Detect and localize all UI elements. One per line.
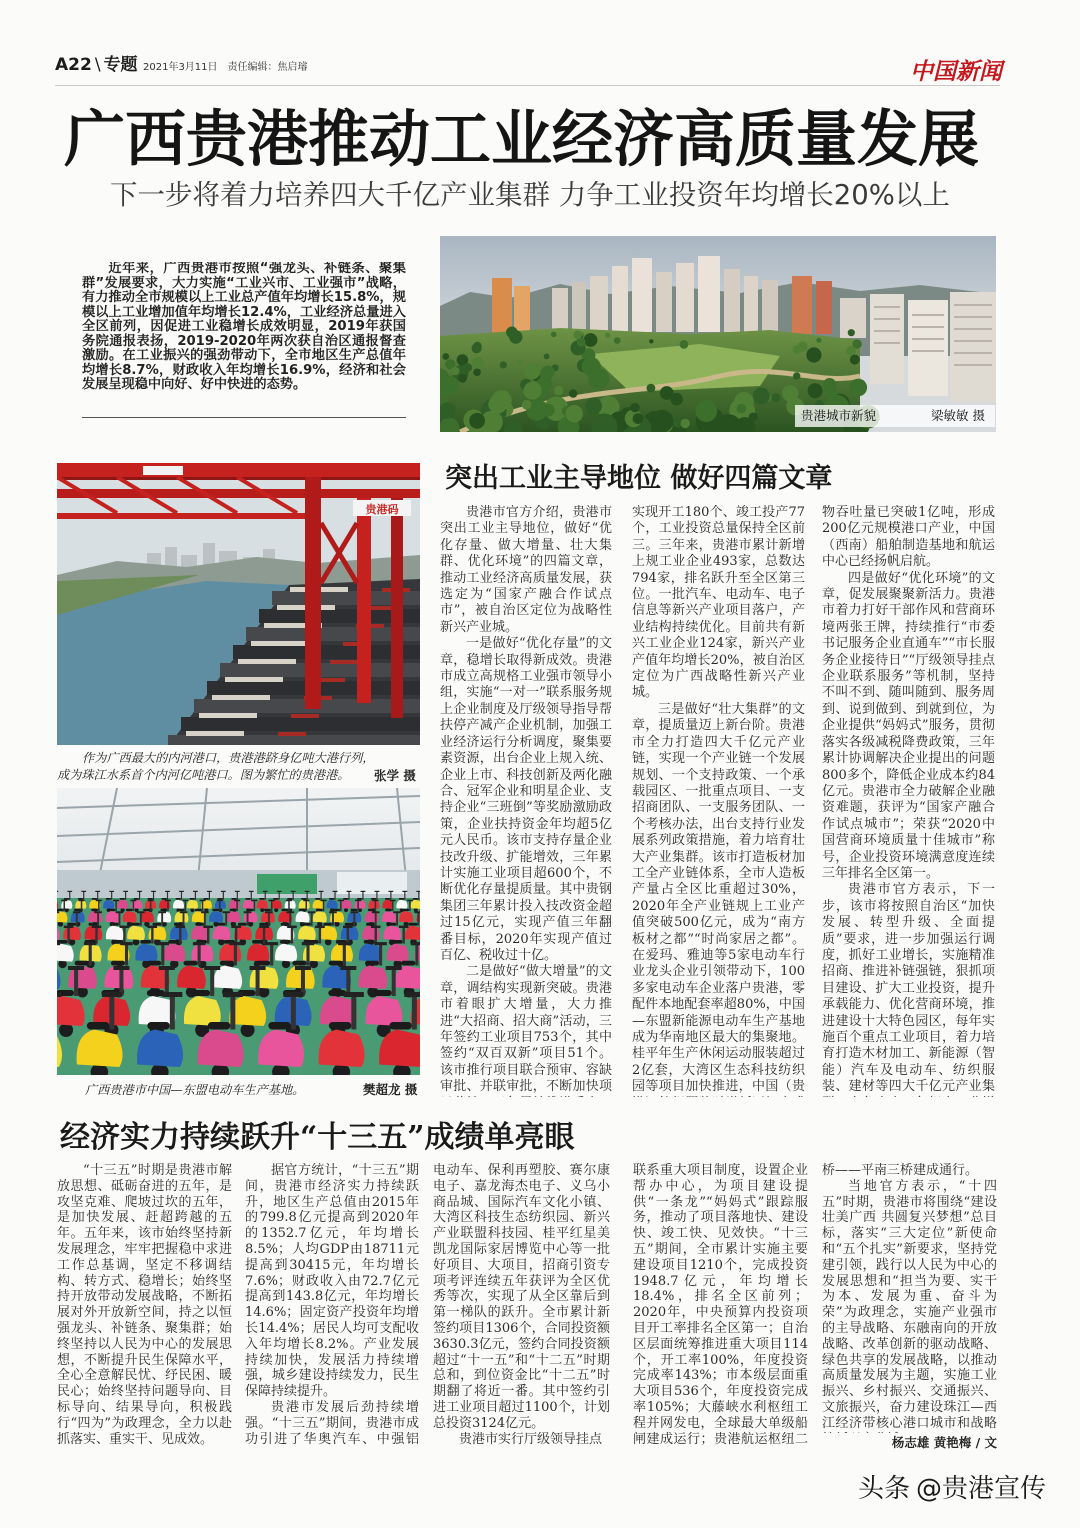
paragraph: 一是做好“优化存量”的文章，稳增长取得新成效。贵港市成立高规格工业强市领导小组，实施“一对一”联系服务规上企业制度及厅级领导指导帮扶停产减产企业机制，加强工业经济运行分析调度，聚集要素资源，出台企业上规入统、企业上市、科技创新及两化融合、冠军企业和明星企业、支持企业“三班倒”等奖励激励政策，企业扶持资金年均超5亿元人民币。该市支持存量企业技改升级、扩能增效，三年累计实施工业项目超600个，不断优化存量提质量。其中贵钢集团三年累计投入技改资金超过15亿元，实现产值三年翻番目标，2020年实现产值过百亿、税收过十亿。 [440, 636, 612, 963]
boat-shape [181, 717, 420, 731]
page-number: A22 [55, 55, 92, 75]
boat-shape [168, 735, 420, 745]
section1-column-2 [632, 505, 805, 1097]
tree-shape [463, 363, 472, 372]
tree-shape [524, 382, 542, 400]
tree-shape [772, 393, 781, 402]
city-photo [440, 236, 996, 432]
newspaper-logo: 中国新闻 [910, 58, 1002, 85]
lead-divider [82, 417, 406, 418]
paragraph: 贵港市官方表示，下一步，该市将按照自治区“加快发展、转型升级、全面提质”要求，进一步加强运行调度，抓好工业增长，实施精准招商、推进补链强链，狠抓项目建设、扩大工业投资，提升承载能力、优化营商环境，推进建设十大特色园区，每年实施百个重点工业项目，着力培育打造木材加工、新能源（智能）汽车及电动车、纺织服装、建材等四大千亿元产业集 [822, 882, 995, 1095]
section-name: 专题 [103, 55, 138, 75]
paragraph: 二是做好“做大增量”的文章，调结构实现新突破。贵港市着眼扩大增量，大力推进“大招商、招大商”活动，三年签约工业项目753个，其中签约“双百双新”项目51个。该市推行项目联合预审、容缺审批、并联审批，不断加快项 [440, 964, 612, 1095]
paragraph-continued: 实现开工180个、竣工投产77个，工业投资总量保持全区前三。三年来，贵港市累计新增上规工业企业493家，总数达794家，排名跃升至全区第三位。一批汽车、电动车、电子信息等新兴产业项目落户，产业结构持续优化。目前共有新兴工业企业124家，新兴产业产值年均增长20%，被自治区定位为广西战略性新兴产业城。 [632, 505, 805, 701]
ebike-photo-credit: 樊超龙 摄 [363, 1082, 418, 1097]
paragraph-continued: 电动车、保利再塑胶、赛尔康电子、嘉龙海杰电子、义乌小商品城、国际汽车文化小镇、大湾区科技生态纺织园、新兴产业联盟科技园、桂平红星美凯龙国际家居博览中心等一批好项目、大项目，招商引资专项考评连续五年获评为全区优秀等次，实现了从全区靠后到第一梯队的跃升。全市累计新签约项目1306个，合同投资额3630.3亿元，签约合同投资额超过“十一五”和“十二五”时期总和，到位资金比“十二五”时期翻了将近一番。其中签约引进工业项目超过1100个，计划总投资3124亿元。 [433, 1163, 610, 1431]
tree-shape [554, 386, 563, 395]
watermark-platform: 头条 [858, 1474, 911, 1504]
city-photo-image [440, 236, 996, 432]
ebike-photo-caption: 广西贵港市中国—东盟电动车生产基地。 [85, 1083, 305, 1097]
tree-shape [522, 400, 532, 410]
tree-shape [500, 361, 507, 368]
tree-shape [458, 374, 467, 383]
paragraph: 据官方统计，“十三五”期间，贵港市经济实力持续跃升，地区生产总值由2015年的799.8亿元提高到2020年的1352.7亿元，年均增长8.5%；人均GDP由18711元提高到30415元，年均增长7.6%；财政收入由72.7亿元提高到143.8亿元，年均增长14.6%；固定资产投资年均增长14.4%；居民人均可支配收入年均增长8.2%。产业发展持续加快，发展活力持续增强，城乡建设持续发力，民生保障持续提升。 [245, 1163, 419, 1400]
paragraph: 四是做好“优化环境”的文章，促发展聚聚新活力。贵港市着力打好干部作风和营商环境两张王牌，持续推行“市委书记服务企业直通车”“市长服务企业接待日”“厅级领导挂点企业联系服务”等机制，坚持不叫不到、随叫随到、服务周到、说到做到、到就到位，为企业提供“妈妈式”服务，贯彻落实各级减税降费政策，三年累计协调解决企业提出的问题800多个，降低企业成本约84亿元。贵港市全力破解企业融资难题，获评为“国家产融合作试点城市”；荣获“2020中国营商环境质量十佳城市”称号，企业投资环境满意度连续三年排名全区第一。 [822, 570, 995, 881]
section2-column-4 [633, 1163, 808, 1447]
editor-credit: 责任编辑：焦启璿 [227, 62, 308, 73]
tree-shape [585, 398, 602, 415]
tree-shape [605, 333, 610, 338]
port-photo-image [57, 463, 420, 745]
paragraph-continued: 物吞吐量已突破1亿吨，形成200亿元规模港口产业，中国（西南）船舶制造基地和航运中心已经扬帆启航。 [822, 505, 995, 570]
tree-shape [816, 338, 821, 343]
header-separator: \ [94, 55, 101, 75]
tree-shape [506, 327, 518, 339]
tree-shape [695, 400, 717, 422]
tree-shape [647, 384, 656, 393]
tree-shape [630, 403, 639, 412]
tree-shape [753, 388, 770, 405]
paragraph: 贵港市实行厅级领导挂点 [459, 1431, 603, 1447]
section2-column-5 [822, 1163, 997, 1433]
tree-shape [681, 419, 690, 428]
section2-column-1 [57, 1163, 232, 1447]
tree-shape [469, 413, 485, 429]
port-photo [57, 463, 420, 745]
tree-shape [442, 353, 449, 360]
tree-shape [737, 404, 747, 414]
issue-date: 2021年3月11日 [143, 62, 218, 73]
section2-title: 经济实力持续跃升“十三五”成绩单亮眼 [60, 1120, 575, 1155]
city-photo-credit: 梁敏敏 摄 [931, 408, 985, 423]
ebike-photo [57, 788, 420, 1075]
tree-shape [680, 340, 689, 349]
tree-shape [566, 405, 583, 422]
tree-shape [473, 342, 482, 351]
tree-shape [651, 410, 674, 432]
paragraph: 当地官方表示，“十四五”时期，贵港市将围绕“建设壮美广西 共圆复兴梦想”总目标，落实“三大定位”新使命和“五个扎实”新要求，坚持党建引领，践行以人民为中心的发展思想和“担当为要、实干为本、发展为重、奋斗为荣”为政理念，实施产业强市的主导战略、东融南向的开放战略、改革创新的驱动战略、绿色共享的发展战略，以推动高质量发展为主题，实施工业振兴、乡村振兴、交通振兴、文旅振兴，奋力建设珠江—西江经济带核心港口城市和战略 [822, 1178, 997, 1431]
port-sign: 贵港码 [365, 503, 399, 516]
tree-shape [573, 331, 582, 340]
paragraph: 贵港市发展后劲持续增强。“十三五”期间，贵港市成功引进了华奥汽车、中强铝 [245, 1399, 419, 1447]
tree-shape [472, 357, 483, 368]
tree-shape [660, 386, 674, 400]
main-headline: 广西贵港推动工业经济高质量发展 [64, 104, 980, 175]
section1-column-1 [440, 505, 612, 1097]
tree-shape [846, 346, 856, 356]
tree-shape [582, 357, 601, 376]
section1-column-3 [822, 505, 995, 1097]
section1-title: 突出工业主导地位 做好四篇文章 [445, 463, 833, 494]
paragraph: “十三五”时期是贵港市解放思想、砥砺奋进的五年，是攻坚克难、爬坡过坎的五年，是加快发展、赶超跨越的五年。五年来，该市始终坚持新发展理念，牢牢把握稳中求进工作总基调，坚定不移调结构、转方式、稳增长；始终坚持开放带动发展战略，不断拓展对外开放新空间，持之以恒强龙头、补链条、聚集群；始终坚持以人民为中心的发展思想，不断提升民生保障水平，全心全意解民忧、纾民困、暖民心；始终坚持问题导向、目标导向、结果导向，积极践行“四为”为政理念，全力以赴抓落实、重实干、见成效。 [57, 1163, 232, 1447]
tree-shape [782, 385, 798, 401]
issue-meta [143, 61, 308, 75]
tree-shape [793, 372, 800, 379]
tree-shape [589, 337, 595, 343]
tree-shape [850, 355, 860, 365]
author-byline: 杨志雄 黄艳梅 / 文 [891, 1435, 997, 1450]
city-photo-caption: 贵港城市新貌 [801, 408, 877, 423]
lead-paragraph: 近年来，广西贵港市按照“强龙头、补链条、聚集群”发展要求，大力实施“工业兴市、工业强市”战略，有力推动全市规模以上工业总产值年均增长15.8%，规模以上工业增加值年均增长12.4%，工业经济总量进入全区前列，因促进工业稳增长成效明显，2019年获国务院通报表扬，2019-2020年两次获自治区通报督查激励。在工业振兴的强劲带动下，全市地区生产总值年均增长8.7%，财政收入年均增长16.9%，经济和社会发展呈现稳中向好、好中快进的态势。 [82, 262, 406, 392]
tree-shape [848, 329, 855, 336]
tree-shape [544, 354, 550, 360]
section2-column-3 [433, 1163, 610, 1447]
section2-column-2 [245, 1163, 419, 1447]
watermark-account: @贵港宣传 [916, 1474, 1047, 1504]
tree-shape [551, 332, 557, 338]
port-photo-caption: 作为广西最大的内河港口，贵港港跻身亿吨大港行列，成为珠江水系首个内河亿吨港口。图为繁忙的贵港港。 [57, 751, 375, 782]
page-section-label [55, 54, 138, 76]
sub-headline: 下一步将着力培养四大千亿产业集群 力争工业投资年均增长20%以上 [110, 179, 950, 211]
paragraph: 三是做好“壮大集群”的文章，提质量迈上新台阶。贵港市全力打造四大千亿元产业链，实现一个产业链一个发展规划、一个支持政策、一个承载园区、一批重点项目、一支招商团队、一支服务团队、一个考核办法，出台支持行业发展系列政策措施，着力培育壮大产业集群。该市打造板材加工全产业链体系，全市人造板产量占全区比重超过30%，2020年全产业链规上工业产值突破500亿元，成为“南方板材之都”“时尚家居之都”。在爱玛、雅迪等5家电动车行业龙头企业引领带动下，100多家电动车企业落户贵港，零配件本地配套率超80%，中国—东盟新能源电动车生产基地成为华南地区最大的集聚地。桂平年生产休闲运动服装超过2亿套，大湾区生态科技纺织园等项目加快推进，中国（贵 [632, 701, 805, 1095]
tree-shape [850, 379, 868, 397]
tree-shape [473, 369, 481, 377]
tree-shape [806, 347, 821, 362]
paragraph-continued: 联系重大项目制度，设置企业帮办中心，为项目建设提供“一条龙”“妈妈式”跟踪服务，推动了项目落地快、建设快、竣工快、见效快。“十三五”期间，全市累计实施主要建设项目1210个，完成投资1948.7亿元，年均增长18.4%，排名全区前列；2020年，中央预算内投资项目开工率排名全区第一；自治区层面统筹推进重大项目114个，开工率100%，年度投资完成率143%；市本级层面重大项目536个，年度投资完成率105%；大藤峡水利枢纽工程并网发电，全球最大单级船闸建成运行；贵港航运枢纽二 [633, 1163, 808, 1447]
tree-shape [525, 364, 541, 380]
city-photo-caption-box [795, 405, 995, 427]
tree-shape [492, 390, 512, 410]
tree-shape [451, 367, 460, 376]
header-divider [55, 85, 1000, 86]
tree-shape [569, 389, 577, 397]
platform-watermark [858, 1472, 1070, 1506]
tree-shape [633, 413, 644, 424]
tree-shape [649, 339, 653, 343]
ebike-photo-image [57, 788, 420, 1075]
port-photo-credit: 张学 摄 [374, 768, 416, 783]
tree-shape [808, 383, 823, 398]
tree-shape [614, 337, 621, 344]
paragraph-continued: 桥——平南三桥建成通行。 [822, 1163, 979, 1178]
tree-shape [517, 359, 523, 365]
tree-shape [793, 345, 802, 354]
paragraph: 贵港市官方介绍，贵港市突出工业主导地位，做好“优化存量、做大增量、壮大集群、优化环境”的四篇文章，推动工业经济高质量发展，获选定为“国家产融合作试点市”，被自治区定位为战略性新兴产业城。 [440, 505, 612, 635]
